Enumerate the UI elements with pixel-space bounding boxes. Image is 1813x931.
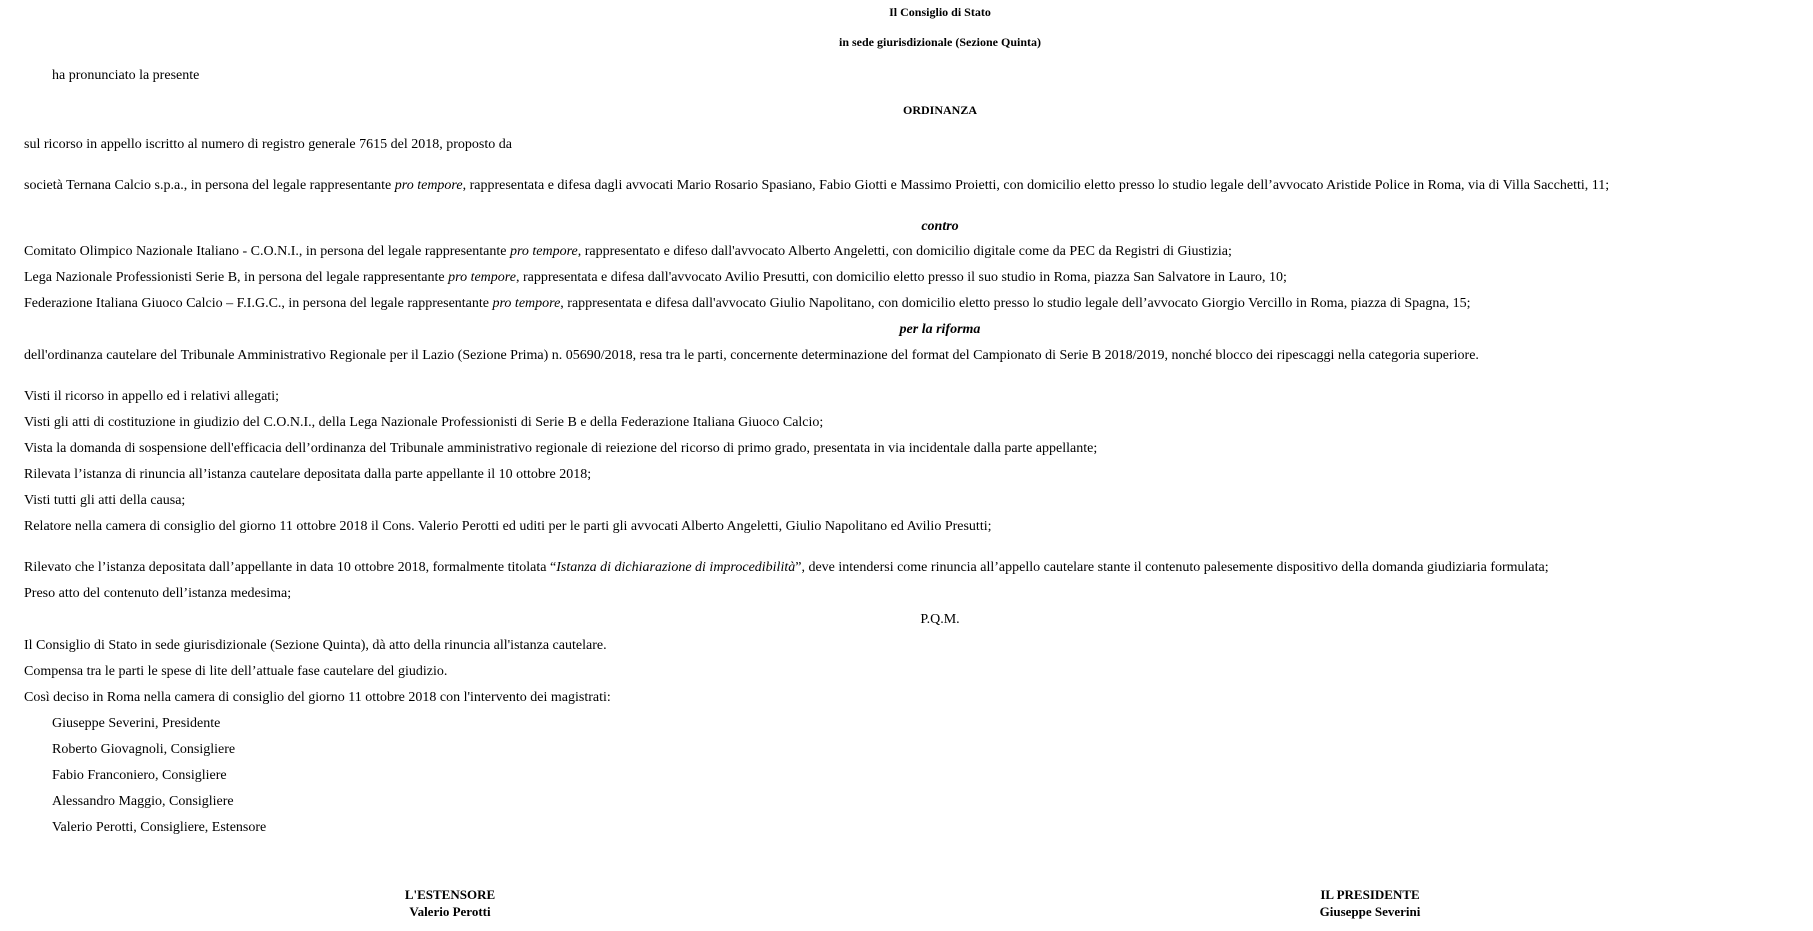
visti-line: Visti tutti gli atti della causa;: [24, 493, 186, 508]
respondent-text-post: , rappresentata e difesa dall'avvocato Giulio Napolitano, con domicilio eletto presso lo studio legale dell’avvocato Giorgio Vercillo in Roma, piazza di Spagna, 15;: [560, 296, 1471, 311]
respondent-text-post: , rappresentata e difesa dall'avvocato Avilio Presutti, con domicilio eletto presso il suo studio in Roma, piazza San Salvatore in Lauro, 10;: [515, 270, 1287, 285]
appellant-text-italic: pro tempore: [394, 178, 463, 193]
visti-line: Visti gli atti di costituzione in giudizio del C.O.N.I., della Lega Nazionale Professionisti di Serie B e della Federazione Italiana Giuoco Calcio;: [24, 415, 824, 430]
decision-line: Compensa tra le parti le spese di lite dell’attuale fase cautelare del giudizio.: [24, 664, 448, 679]
riforma-heading: per la riforma: [899, 322, 981, 337]
appellant-paragraph: [24, 178, 1609, 194]
respondent-coni: [24, 244, 1232, 260]
appellant-text-pre: società Ternana Calcio s.p.a., in persona del legale rappresentante: [24, 178, 395, 193]
rilevato-text-pre: Rilevato che l’istanza depositata dall’appellante in data 10 ottobre 2018, formalmente titolata “: [24, 560, 557, 575]
magistrate-item: Alessandro Maggio, Consigliere: [52, 794, 234, 809]
estensore-title: L'ESTENSORE: [404, 887, 496, 902]
magistrate-item: Roberto Giovagnoli, Consigliere: [52, 742, 236, 757]
respondent-text-pre: Comitato Olimpico Nazionale Italiano - C.O.N.I., in persona del legale rappresentante: [24, 244, 510, 259]
decision-line: Il Consiglio di Stato in sede giurisdizionale (Sezione Quinta), dà atto della rinuncia all'istanza cautelare.: [24, 638, 607, 653]
court-section: in sede giurisdizionale (Sezione Quinta): [838, 35, 1041, 49]
respondent-text-pre: Federazione Italiana Giuoco Calcio – F.I.G.C., in persona del legale rappresentante: [24, 296, 493, 311]
respondent-text-italic: pro tempore: [509, 244, 578, 259]
signature-estensore: [370, 886, 530, 920]
presidente-name: Giuseppe Severini: [1319, 904, 1421, 919]
rilevato-text-italic: Istanza di dichiarazione di improcedibilità: [556, 560, 796, 575]
preso-atto: Preso atto del contenuto dell’istanza medesima;: [24, 586, 292, 601]
rilevato-paragraph: [24, 560, 1549, 576]
respondent-text-italic: pro tempore: [492, 296, 561, 311]
respondent-text-italic: pro tempore: [448, 270, 516, 285]
respondent-text-post: , rappresentato e difeso dall'avvocato Alberto Angeletti, con domicilio digitale come da PEC da Registri di Giustizia;: [577, 244, 1232, 259]
appeal-intro: sul ricorso in appello iscritto al numero di registro generale 7615 del 2018, proposto da: [24, 137, 512, 152]
contro-heading: contro: [921, 219, 959, 234]
doc-type-title: ORDINANZA: [902, 103, 977, 117]
magistrate-item: Fabio Franconiero, Consigliere: [52, 768, 227, 783]
court-name: Il Consiglio di Stato: [889, 5, 991, 19]
respondent-text-pre: Lega Nazionale Professionisti Serie B, in persona del legale rappresentante: [24, 270, 449, 285]
visti-line: Vista la domanda di sospensione dell'efficacia dell’ordinanza del Tribunale amministrativo regionale di reiezione del ricorso di primo grado, presentata in via incidentale dalla parte appellante;: [24, 441, 1098, 456]
respondent-lega: [24, 270, 1287, 286]
rilevato-text-post: ”, deve intendersi come rinuncia all’appello cautelare stante il contenuto palesemente dispositivo della domanda giudiziaria formulata;: [795, 560, 1549, 575]
presidente-title: IL PRESIDENTE: [1320, 887, 1420, 902]
decision-line: Così deciso in Roma nella camera di consiglio del giorno 11 ottobre 2018 con l'intervento dei magistrati:: [24, 690, 611, 705]
visti-line: Visti il ricorso in appello ed i relativi allegati;: [24, 389, 279, 404]
magistrate-item: Valerio Perotti, Consigliere, Estensore: [52, 820, 267, 835]
appellant-text-post: , rappresentata e difesa dagli avvocati Mario Rosario Spasiano, Fabio Giotti e Massimo Proietti, con domicilio eletto presso lo studio legale dell’avvocato Aristide Police in Roma, via di Villa Sacchetti, 11;: [462, 178, 1610, 193]
estensore-name: Valerio Perotti: [409, 904, 491, 919]
magistrate-item: Giuseppe Severini, Presidente: [52, 716, 221, 731]
signature-presidente: [1290, 886, 1450, 920]
respondent-figc: [24, 296, 1471, 312]
preamble: ha pronunciato la presente: [52, 68, 200, 83]
riforma-text: dell'ordinanza cautelare del Tribunale Amministrativo Regionale per il Lazio (Sezione Prima) n. 05690/2018, resa tra le parti, concernente determinazione del format del Campionato di Serie B 2018/2019, nonché blocco dei ripescaggi nella categoria superiore.: [24, 348, 1479, 363]
visti-line: Rilevata l’istanza di rinuncia all’istanza cautelare depositata dalla parte appellante il 10 ottobre 2018;: [24, 467, 592, 482]
visti-line: Relatore nella camera di consiglio del giorno 11 ottobre 2018 il Cons. Valerio Perotti ed uditi per le parti gli avvocati Alberto Angeletti, Giulio Napolitano ed Avilio Presutti;: [24, 519, 992, 534]
pqm-heading: P.Q.M.: [920, 612, 960, 627]
